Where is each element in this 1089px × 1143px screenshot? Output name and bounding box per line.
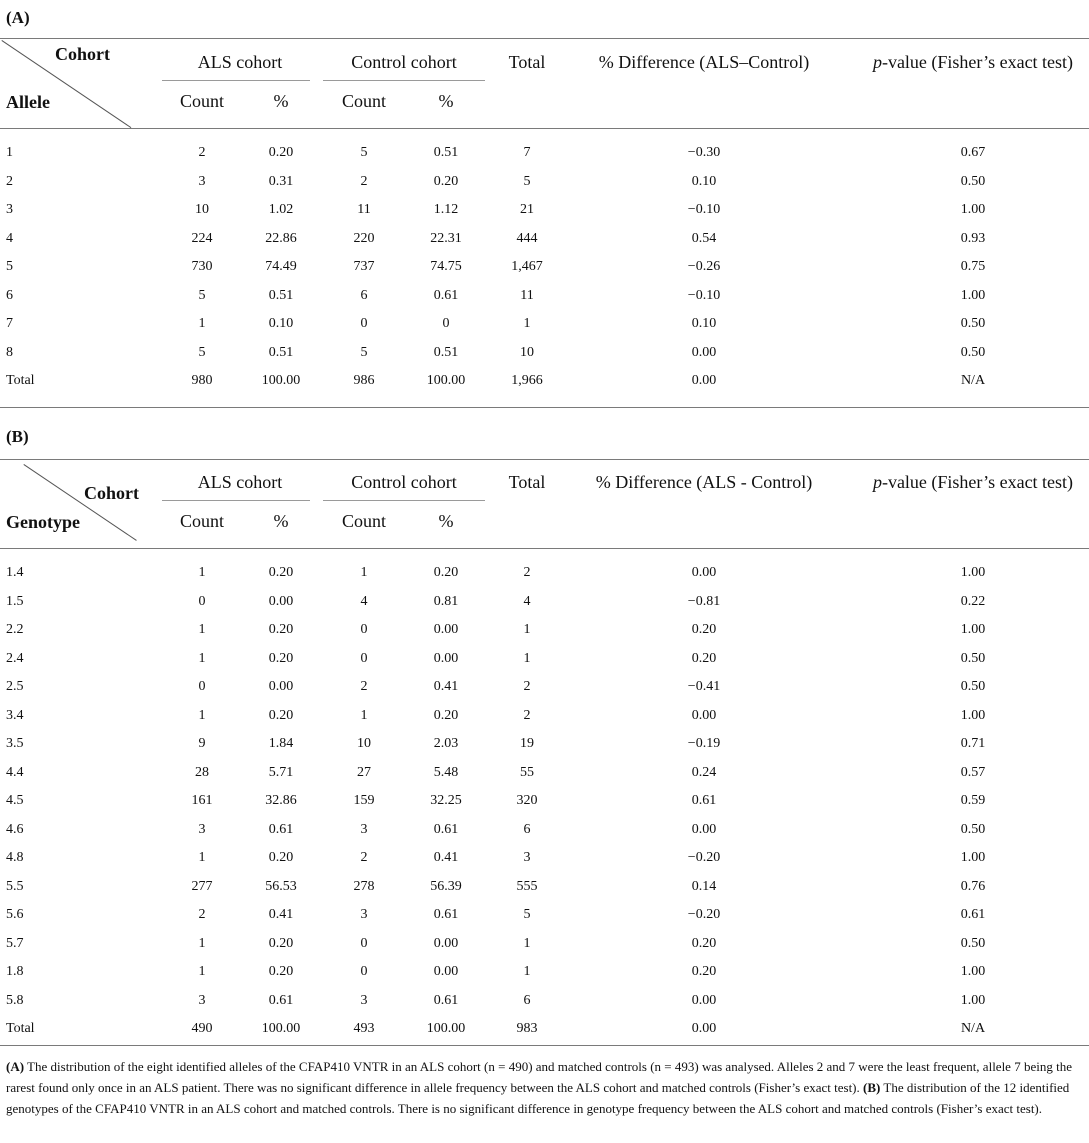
cell-control-pct: 32.25 <box>430 793 462 808</box>
cell-p-value: 0.61 <box>960 907 986 922</box>
cell-als-pct: 0.10 <box>268 316 294 331</box>
caption-b-label: (B) <box>863 1080 881 1095</box>
cell-control-pct: 0.61 <box>433 287 459 303</box>
cell-als-count: 730 <box>191 259 213 274</box>
cell-als-count: 5 <box>198 287 206 303</box>
cell-als-pct: 0.20 <box>268 707 294 723</box>
cell-als-count: 1 <box>198 707 206 723</box>
cell-p-value: N/A <box>960 1021 986 1036</box>
cell-p-value: 0.50 <box>960 935 986 951</box>
cell-als-count: 5 <box>198 344 206 360</box>
table-b-header-control: Control cohort <box>351 472 457 492</box>
cell-control-count: 0 <box>360 316 368 331</box>
cell-control-count: 1 <box>360 565 368 580</box>
cell-als-count: 3 <box>198 992 206 1008</box>
cell-als-count: 224 <box>191 230 213 246</box>
cell-control-count: 493 <box>353 1021 375 1036</box>
cell-difference: −0.10 <box>687 202 721 217</box>
cell-control-pct: 0.20 <box>433 173 459 189</box>
cell-control-pct: 0.00 <box>433 650 459 666</box>
cell-control-count: 11 <box>357 202 371 217</box>
cell-p-value: 0.67 <box>960 145 986 160</box>
table-a-bottom-rule <box>0 407 1089 408</box>
table-row <box>0 901 1089 930</box>
cell-p-value: 0.22 <box>960 593 986 609</box>
cell-p-value: 0.50 <box>960 821 986 837</box>
cell-control-count: 27 <box>357 764 371 780</box>
table-a-control-group-rule <box>323 80 485 81</box>
cell-p-value: 0.71 <box>960 736 986 751</box>
cell-p-value: 0.50 <box>960 173 986 189</box>
table-row <box>0 844 1089 873</box>
table-a-header-pvalue-p: p <box>872 52 882 72</box>
cell-als-pct: 0.20 <box>268 565 294 580</box>
cell-total: 555 <box>516 878 538 894</box>
cell-difference: 0.61 <box>691 793 717 808</box>
table-row <box>0 759 1089 788</box>
cell-row-label: 4.8 <box>6 850 24 865</box>
table-row <box>0 930 1089 959</box>
cell-row-label: 1.4 <box>6 565 24 580</box>
table-b-control-group-rule <box>323 500 485 501</box>
table-row <box>0 816 1089 845</box>
cell-als-count: 1 <box>198 964 206 979</box>
cell-row-label: 5.6 <box>6 907 24 922</box>
table-row <box>0 559 1089 588</box>
cell-difference: 0.24 <box>691 764 717 780</box>
table-a-als-group-rule <box>162 80 310 81</box>
table-row <box>0 1015 1089 1044</box>
cell-control-pct: 1.12 <box>433 202 459 217</box>
table-row <box>0 588 1089 617</box>
cell-difference: −0.20 <box>687 907 721 922</box>
cell-p-value: 1.00 <box>960 992 986 1008</box>
cell-difference: 0.54 <box>691 230 717 246</box>
cell-als-pct: 32.86 <box>265 793 297 808</box>
cell-total: 5 <box>523 173 531 189</box>
table-b-als-group-rule <box>162 500 310 501</box>
cell-control-pct: 0.00 <box>433 964 459 979</box>
table-row <box>0 168 1089 197</box>
cell-row-label: 3.5 <box>6 736 24 751</box>
table-a-header-als-count: Count <box>179 91 225 111</box>
cell-row-label: 2.5 <box>6 679 24 694</box>
cell-als-pct: 100.00 <box>261 373 301 388</box>
cell-total: 4 <box>523 593 531 609</box>
cell-control-pct: 100.00 <box>426 373 466 388</box>
cell-als-pct: 100.00 <box>261 1021 301 1036</box>
cell-row-label: 1 <box>6 145 13 160</box>
cell-control-count: 0 <box>360 650 368 666</box>
table-b-header-pvalue-p: p <box>872 472 882 492</box>
cell-als-pct: 0.00 <box>268 593 294 609</box>
cell-difference: 0.00 <box>691 992 717 1008</box>
cell-control-count: 6 <box>360 287 368 303</box>
cell-row-label: 5.5 <box>6 878 24 894</box>
cell-control-pct: 2.03 <box>433 736 459 751</box>
cell-p-value: 0.93 <box>960 230 986 246</box>
table-a-header-diff: % Difference (ALS–Control) <box>598 52 810 72</box>
table-row <box>0 730 1089 759</box>
caption-a-label: (A) <box>6 1059 25 1074</box>
cell-control-pct: 0.61 <box>433 992 459 1008</box>
cell-total: 1 <box>523 935 531 951</box>
cell-total: 11 <box>520 287 534 303</box>
cell-als-pct: 0.00 <box>268 679 294 694</box>
table-a-header-als-pct: % <box>273 91 289 111</box>
cell-total: 2 <box>523 707 531 723</box>
cell-row-label: 4.4 <box>6 764 24 780</box>
cell-control-pct: 0 <box>442 316 450 331</box>
cell-control-count: 3 <box>360 821 368 837</box>
cell-p-value: 0.57 <box>960 764 986 780</box>
table-b-header-diff: % Difference (ALS - Control) <box>595 472 813 492</box>
cell-als-count: 10 <box>195 202 209 217</box>
cell-difference: 0.00 <box>691 565 717 580</box>
cell-difference: 0.14 <box>691 878 717 894</box>
cell-row-label: 3.4 <box>6 707 24 723</box>
table-row <box>0 310 1089 339</box>
table-b-header-total: Total <box>508 472 546 492</box>
cell-total: 320 <box>516 793 538 808</box>
cell-p-value: 0.50 <box>960 679 986 694</box>
cell-als-pct: 0.51 <box>268 287 294 303</box>
cell-total: 55 <box>520 764 534 780</box>
table-row <box>0 987 1089 1016</box>
table-row <box>0 702 1089 731</box>
cell-control-pct: 0.20 <box>433 707 459 723</box>
cell-row-label: 5.7 <box>6 935 24 951</box>
cell-row-label: 2.2 <box>6 622 24 637</box>
cell-total: 19 <box>520 736 534 751</box>
cell-total: 3 <box>523 850 531 865</box>
table-row <box>0 339 1089 368</box>
cell-als-pct: 0.20 <box>268 964 294 979</box>
cell-als-count: 9 <box>198 736 206 751</box>
cell-als-count: 28 <box>195 764 209 780</box>
cell-als-pct: 0.61 <box>268 821 294 837</box>
cell-difference: −0.26 <box>687 259 721 274</box>
cell-als-count: 1 <box>198 935 206 951</box>
cell-row-label: 1.8 <box>6 964 24 979</box>
cell-p-value: 1.00 <box>960 964 986 979</box>
cell-p-value: 1.00 <box>960 202 986 217</box>
cell-als-pct: 22.86 <box>265 230 297 246</box>
table-b-header-control-count: Count <box>341 511 387 531</box>
cell-difference: −0.20 <box>687 850 721 865</box>
cell-als-pct: 5.71 <box>268 764 294 780</box>
caption-a-text: The distribution of the eight identified alleles of the CFAP410 VNTR in an ALS cohort (n = 490) and matched controls (n = 493) was analysed. Alleles 2 and 7 were the least frequent, allele 7 being the rarest found only once in an ALS patient. There was no significant difference in allele frequency between the ALS cohort and matched controls (Fisher’s exact test). <box>6 1059 1072 1095</box>
table-b-header-pvalue-rest: -value (Fisher’s exact test) <box>881 472 1074 492</box>
cell-als-count: 1 <box>198 565 206 580</box>
cell-difference: −0.19 <box>687 736 721 751</box>
cell-row-label: 5.8 <box>6 992 24 1008</box>
cell-control-pct: 5.48 <box>433 764 459 780</box>
table-row <box>0 282 1089 311</box>
cell-control-pct: 22.31 <box>430 230 462 246</box>
cell-difference: 0.00 <box>691 344 717 360</box>
cell-difference: 0.00 <box>691 707 717 723</box>
table-b-label: (B) <box>6 427 29 446</box>
cell-p-value: 1.00 <box>960 565 986 580</box>
cell-control-count: 0 <box>360 622 368 637</box>
table-row <box>0 139 1089 168</box>
cell-total: 2 <box>523 679 531 694</box>
cell-p-value: N/A <box>960 373 986 388</box>
cell-total: 1 <box>523 622 531 637</box>
cell-als-count: 277 <box>191 878 213 894</box>
table-b-header-rule <box>0 548 1089 549</box>
cell-p-value: 0.50 <box>960 344 986 360</box>
table-b-corner-genotype: Genotype <box>6 512 80 532</box>
cell-difference: −0.10 <box>687 287 721 303</box>
table-a-header-pvalue-rest: -value (Fisher’s exact test) <box>881 52 1074 72</box>
cell-p-value: 0.50 <box>960 650 986 666</box>
cell-total: 1 <box>523 650 531 666</box>
table-row <box>0 616 1089 645</box>
caption-b-text: The distribution of the 12 identified genotypes of the CFAP410 VNTR in an ALS cohort and matched controls. There is no significant difference in genotype frequency between the ALS cohort and matched controls (Fisher’s exact test). <box>6 1080 1070 1116</box>
cell-total: 10 <box>520 344 534 360</box>
cell-total: 1,467 <box>511 259 543 274</box>
cell-p-value: 0.59 <box>960 793 986 808</box>
table-a-header-als: ALS cohort <box>197 52 283 72</box>
table-caption <box>6 1056 1084 1119</box>
cell-control-pct: 0.61 <box>433 821 459 837</box>
cell-control-count: 10 <box>357 736 371 751</box>
cell-control-pct: 0.61 <box>433 907 459 922</box>
cell-control-pct: 0.51 <box>433 344 459 360</box>
cell-als-count: 1 <box>198 850 206 865</box>
cell-total: 983 <box>516 1021 538 1036</box>
cell-control-count: 0 <box>360 935 368 951</box>
cell-als-pct: 0.41 <box>268 907 294 922</box>
cell-control-pct: 56.39 <box>430 878 462 894</box>
cell-row-label: 4.5 <box>6 793 24 808</box>
cell-row-label: Total <box>6 373 35 388</box>
cell-control-pct: 74.75 <box>430 259 462 274</box>
table-a-label: (A) <box>6 8 30 27</box>
cell-als-count: 161 <box>191 793 213 808</box>
cell-row-label: 2 <box>6 173 13 189</box>
cell-p-value: 1.00 <box>960 287 986 303</box>
table-a-header-pvalue <box>873 52 1073 73</box>
table-row <box>0 787 1089 816</box>
table-row <box>0 645 1089 674</box>
cell-total: 1 <box>523 964 531 979</box>
cell-row-label: 4.6 <box>6 821 24 837</box>
cell-total: 1,966 <box>511 373 543 388</box>
cell-total: 6 <box>523 821 531 837</box>
cell-row-label: 8 <box>6 344 13 360</box>
table-a-header-total: Total <box>508 52 546 72</box>
cell-control-pct: 0.20 <box>433 565 459 580</box>
table-row <box>0 958 1089 987</box>
cell-control-count: 0 <box>360 964 368 979</box>
cell-control-count: 986 <box>353 373 375 388</box>
cell-als-count: 0 <box>198 593 206 609</box>
cell-als-pct: 0.20 <box>268 850 294 865</box>
cell-als-pct: 56.53 <box>265 878 297 894</box>
cell-difference: 0.20 <box>691 964 717 979</box>
cell-als-pct: 0.20 <box>268 145 294 160</box>
cell-control-count: 2 <box>360 850 368 865</box>
table-row <box>0 225 1089 254</box>
cell-row-label: Total <box>6 1021 35 1036</box>
cell-total: 7 <box>523 145 531 160</box>
cell-als-pct: 74.49 <box>265 259 297 274</box>
cell-als-pct: 0.20 <box>268 650 294 666</box>
table-b-header-als-count: Count <box>179 511 225 531</box>
cell-als-count: 1 <box>198 650 206 666</box>
table-a-corner-cohort: Cohort <box>55 44 110 64</box>
table-b-bottom-rule <box>0 1045 1089 1046</box>
cell-total: 21 <box>520 202 534 217</box>
table-row <box>0 253 1089 282</box>
table-b-header-pvalue <box>873 472 1073 493</box>
cell-control-count: 5 <box>360 145 368 160</box>
cell-p-value: 0.76 <box>960 878 986 894</box>
table-b-header-control-pct: % <box>438 511 454 531</box>
cell-row-label: 6 <box>6 287 13 303</box>
cell-als-count: 1 <box>198 622 206 637</box>
cell-control-count: 2 <box>360 679 368 694</box>
cell-difference: 0.00 <box>691 821 717 837</box>
cell-control-pct: 100.00 <box>426 1021 466 1036</box>
cell-als-pct: 1.02 <box>268 202 294 217</box>
cell-total: 5 <box>523 907 531 922</box>
table-b-header-als-pct: % <box>273 511 289 531</box>
cell-control-count: 220 <box>353 230 375 246</box>
table-a-header-control-count: Count <box>341 91 387 111</box>
cell-difference: 0.20 <box>691 935 717 951</box>
cell-control-count: 1 <box>360 707 368 723</box>
cell-difference: 0.10 <box>691 173 717 189</box>
cell-difference: 0.20 <box>691 622 717 637</box>
cell-als-count: 0 <box>198 679 206 694</box>
cell-control-pct: 0.00 <box>433 935 459 951</box>
cell-total: 2 <box>523 565 531 580</box>
cell-als-pct: 1.84 <box>268 736 294 751</box>
cell-row-label: 3 <box>6 202 13 217</box>
cell-row-label: 5 <box>6 259 13 274</box>
cell-control-count: 3 <box>360 907 368 922</box>
cell-als-count: 2 <box>198 145 206 160</box>
cell-als-pct: 0.20 <box>268 935 294 951</box>
cell-difference: 0.00 <box>691 373 717 388</box>
cell-row-label: 7 <box>6 316 13 331</box>
cell-difference: −0.41 <box>687 679 721 694</box>
table-a-top-rule <box>0 38 1089 39</box>
cell-control-pct: 0.51 <box>433 145 459 160</box>
cell-difference: 0.00 <box>691 1021 717 1036</box>
cell-control-count: 2 <box>360 173 368 189</box>
cell-row-label: 2.4 <box>6 650 24 666</box>
cell-als-count: 490 <box>191 1021 213 1036</box>
cell-als-count: 3 <box>198 821 206 837</box>
cell-als-count: 3 <box>198 173 206 189</box>
table-row <box>0 367 1089 396</box>
table-a-header-control-pct: % <box>438 91 454 111</box>
cell-row-label: 4 <box>6 230 13 246</box>
cell-row-label: 1.5 <box>6 593 24 609</box>
cell-total: 444 <box>516 230 538 246</box>
cell-control-count: 159 <box>353 793 375 808</box>
cell-als-pct: 0.61 <box>268 992 294 1008</box>
cell-difference: −0.30 <box>687 145 721 160</box>
table-row <box>0 196 1089 225</box>
cell-p-value: 0.75 <box>960 259 986 274</box>
cell-difference: 0.20 <box>691 650 717 666</box>
cell-control-count: 278 <box>353 878 375 894</box>
cell-als-pct: 0.51 <box>268 344 294 360</box>
cell-als-count: 2 <box>198 907 206 922</box>
cell-als-count: 1 <box>198 316 206 331</box>
cell-total: 1 <box>523 316 531 331</box>
cell-control-count: 3 <box>360 992 368 1008</box>
cell-difference: −0.81 <box>687 593 721 609</box>
table-a-header-control: Control cohort <box>351 52 457 72</box>
table-row <box>0 673 1089 702</box>
table-a-header-rule <box>0 128 1089 129</box>
cell-difference: 0.10 <box>691 316 717 331</box>
cell-p-value: 1.00 <box>960 622 986 637</box>
table-b-corner-cohort: Cohort <box>84 483 139 503</box>
table-b-top-rule <box>0 459 1089 460</box>
cell-p-value: 1.00 <box>960 707 986 723</box>
table-row <box>0 873 1089 902</box>
cell-control-count: 4 <box>360 593 368 609</box>
cell-als-pct: 0.20 <box>268 622 294 637</box>
cell-control-pct: 0.81 <box>433 593 459 609</box>
cell-control-pct: 0.41 <box>433 850 459 865</box>
cell-control-pct: 0.00 <box>433 622 459 637</box>
cell-p-value: 1.00 <box>960 850 986 865</box>
cell-als-pct: 0.31 <box>268 173 294 189</box>
cell-control-pct: 0.41 <box>433 679 459 694</box>
cell-total: 6 <box>523 992 531 1008</box>
table-b-header-als: ALS cohort <box>197 472 283 492</box>
cell-control-count: 737 <box>353 259 375 274</box>
table-a-corner-allele: Allele <box>6 92 50 112</box>
cell-p-value: 0.50 <box>960 316 986 331</box>
cell-control-count: 5 <box>360 344 368 360</box>
cell-als-count: 980 <box>191 373 213 388</box>
